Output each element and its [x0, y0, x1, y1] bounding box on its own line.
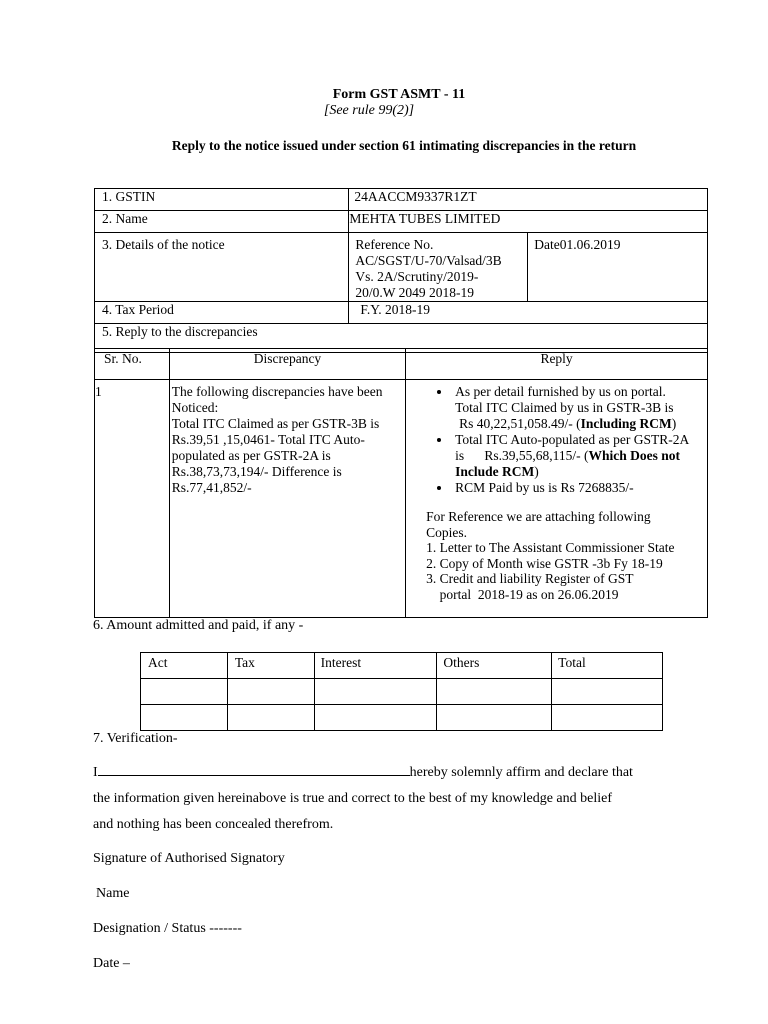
reply-bullet [452, 432, 707, 480]
amount-header-act: Act [141, 653, 228, 679]
amount-cell [552, 679, 663, 705]
amount-cell [227, 679, 314, 705]
reply-text: • As per detail furnished by us on portal. [455, 384, 666, 399]
amount-header-others: Others [437, 653, 552, 679]
discrepancy-line: populated as per GSTR-2A is [171, 448, 331, 463]
verification-line-3: and nothing has been concealed therefrom. [93, 817, 334, 832]
amount-cell [552, 705, 663, 731]
amount-header-tax: Tax [227, 653, 314, 679]
amount-label: 6. Amount admitted and paid, if any - [93, 618, 304, 633]
discrepancy-line: The following discrepancies have been [171, 384, 383, 399]
amount-header-interest: Interest [314, 653, 437, 679]
signature-label: Signature of Authorised Signatory [93, 851, 285, 866]
discrepancy-line: Rs.77,41,852/- [171, 480, 252, 495]
amount-cell [437, 679, 552, 705]
notice-date: Date01.06.2019 [528, 233, 708, 302]
reply-text: • Total ITC Auto-populated as per GSTR-2A [455, 432, 690, 447]
discrepancy-cell [169, 380, 405, 618]
reply-cell [406, 380, 708, 618]
reply-list [406, 384, 707, 496]
gstin-label: 1. GSTIN [95, 189, 349, 211]
attachment-line: 2. Copy of Month wise GSTR -3b Fy 18-19 [426, 555, 663, 571]
designation-label: Designation / Status ------- [93, 921, 242, 936]
sr-number: 1 [95, 380, 170, 618]
reply-text: Rs 40,22,51,058.49/- (Including RCM) [459, 416, 677, 431]
name-label-sign: Name [96, 886, 130, 901]
tax-period-value: F.Y. 2018-19 [349, 302, 708, 324]
tax-period-label: 4. Tax Period [95, 302, 349, 324]
amount-cell [227, 705, 314, 731]
discrepancy-line: Total ITC Claimed as per GSTR-3B is [171, 416, 380, 431]
discrepancy-table [94, 348, 708, 618]
reply-text: is Rs.39,55,68,115/- (Which Does not [455, 448, 681, 463]
discrepancy-line: Noticed: [171, 400, 219, 415]
reference-cell [349, 233, 528, 302]
amount-cell [141, 679, 228, 705]
name-value: MEHTA TUBES LIMITED [349, 211, 708, 233]
reply-text: Total ITC Claimed by us in GSTR-3B is [455, 400, 674, 415]
verification-line-2: the information given hereinabove is true and correct to the best of my knowledge and belief [93, 791, 612, 806]
discrepancy-line: Rs.39,51 ,15,0461- Total ITC Auto- [171, 432, 365, 447]
gstin-value: 24AACCM9337R1ZT [349, 189, 708, 211]
reference-line: Reference No. [355, 237, 434, 252]
reference-line: AC/SGST/U-70/Valsad/3B [355, 253, 502, 268]
amount-cell [314, 705, 437, 731]
reference-attachments [406, 509, 707, 602]
name-blank-line [98, 761, 410, 776]
amount-header-total: Total [552, 653, 663, 679]
reply-text: Include RCM) [455, 464, 539, 479]
reply-text: • RCM Paid by us is Rs 7268835/- [455, 480, 634, 495]
header-reply: Reply [406, 349, 708, 380]
attachment-line: For Reference we are attaching following [426, 509, 651, 524]
date-label: Date – [93, 956, 130, 971]
attachment-line: portal 2018-19 as on 26.06.2019 [426, 586, 619, 602]
attachment-line: 1. Letter to The Assistant Commissioner State [426, 540, 675, 555]
amount-table [140, 652, 663, 731]
form-heading: Reply to the notice issued under section 61 intimating discrepancies in the return [171, 138, 637, 153]
reply-label: 5. Reply to the discrepancies [95, 324, 708, 353]
rule-reference: [See rule 99(2)] [323, 103, 415, 118]
details-table [94, 188, 708, 353]
reference-line: Vs. 2A/Scrutiny/2019- [355, 269, 479, 284]
amount-cell [437, 705, 552, 731]
name-label: 2. Name [95, 211, 349, 233]
affirmation-text: hereby solemnly affirm and declare that [409, 765, 633, 780]
amount-cell [141, 705, 228, 731]
verification-label: 7. Verification- [93, 731, 178, 746]
header-discrepancy: Discrepancy [169, 349, 405, 380]
reply-bullet [452, 384, 707, 432]
attachment-line: 3. Credit and liability Register of GST [426, 571, 634, 586]
attachment-line: Copies. [426, 524, 468, 540]
header-sr-no: Sr. No. [95, 349, 170, 380]
affirmation-line [93, 760, 633, 786]
affirmation-i: I [93, 765, 98, 780]
notice-label: 3. Details of the notice [95, 233, 349, 302]
reply-bullet [452, 480, 707, 496]
amount-cell [314, 679, 437, 705]
reference-line: 20/0.W 2049 2018-19 [355, 285, 475, 300]
discrepancy-line: Rs.38,73,73,194/- Difference is [171, 464, 342, 479]
form-title: Form GST ASMT - 11 [332, 87, 466, 102]
